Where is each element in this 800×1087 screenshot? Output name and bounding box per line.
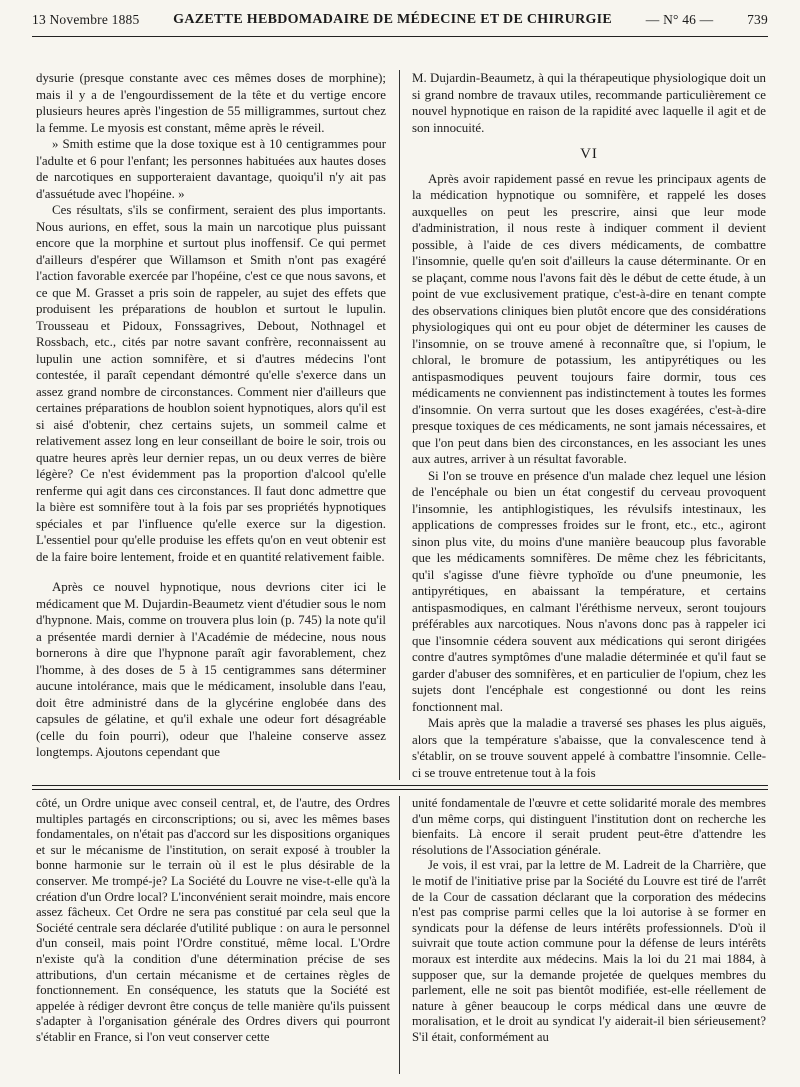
right-paragraph-4: Mais après que la maladie a traversé ses phases les plus aiguës, alors que la température s'abaisse, que la convalescence tend à s'établir, on se trouve souvent appelé à combattre l'insomnie. Celle-ci se trouve entretenue tout à la fois	[412, 716, 766, 780]
feuilleton-rule-1	[32, 785, 768, 786]
journal-title: GAZETTE HEBDOMADAIRE DE MÉDECINE ET DE CHIRURGIE	[173, 12, 613, 27]
bottom-right-paragraph-2: Je vois, il est vrai, par la lettre de M. Ladreit de la Charrière, que le motif de l'initiative prise par la Société du Louvre est tiré de l'arrêt de la Cour de cassation déclarant que la corporation des médecins n'est pas comprise parmi celles que la loi autorise à se former en syndicats pour la défense de leurs intérêts professionnels. D'où il suivrait que toute action commune pour la défense de leurs intérêts moraux est interdite aux médecins. Mais la loi du 21 mai 1884, à supposer que, sur la demande projetée de quelques membres du parlement, elle ne soit pas bientôt modifiée, est-elle réellement de nature à gêner beaucoup le corps médical dans une œuvre de moralisation, et le droit au syndicat l'y aiderait-il bien sérieusement? S'il était, conformément au	[412, 858, 766, 1044]
right-column	[412, 70, 766, 781]
left-paragraph-1: dysurie (presque constante avec ces mêmes doses de morphine); mais il y a de l'engourdissement de la tête et du vertige encore plusieurs heures après l'ingestion de 55 milligrammes, surtout chez la femme. Le myosis est constant, même après le réveil.	[36, 71, 386, 135]
feuilleton-rule-2	[32, 789, 768, 790]
page-number: 739	[747, 12, 768, 27]
left-column	[36, 70, 386, 761]
left-paragraph-3: Ces résultats, s'ils se confirment, seraient des plus importants. Nous aurions, en effet, sous la main un narcotique plus puissant encore que la morphine et surtout plus inoffensif. Ce qui permet d'ailleurs d'espérer que Willamson et Smith n'ont pas exagéré l'action favorable exercée par l'hopéine, c'est ce que nous savons, et ce que M. Grasset a pris soin de rappeler, au sujet des effets que produisent les préparations de houblon et surtout le lupulin. Trousseau et Pidoux, Fonssagrives, Debout, Nothnagel et Rossbach, etc., cités par notre savant confrère, reconnaissent au lupulin une action somnifère, et si d'autres médecins l'ont contestée, il paraît cependant démontré qu'elle s'exerce dans un assez grand nombre de circonstances. Comment nier d'ailleurs que certaines préparations de houblon soient hypnotiques, alors qu'il est si aisé d'obtenir, chez certains sujets, un sommeil calme et relativement assez long en leur conseillant de boire le soir, trois ou quatre heures après leur dernier repas, un ou deux verres de bière légère? Ce n'est évidemment pas la proportion d'alcool qu'elle renferme qui agit dans ces circonstances. Il faut donc admettre que la bière est somnifère tout à la fois par ses propriétés hypnotiques spéciales et par l'influence qu'elle exerce sur la digestion. L'essentiel pour qu'elle produise les effets qu'on en veut obtenir est de la faire boire lentement, froide et en quantité relativement faible.	[36, 203, 386, 564]
left-paragraph-2: » Smith estime que la dose toxique est à 10 centigrammes pour l'adulte et 6 pour l'enfant; les personnes habituées aux hautes doses de narcotiques en supporteraient davantage, quoiqu'il n'y ait pas d'assuétude avec l'hopéine. »	[36, 137, 386, 201]
bottom-left-column	[36, 796, 390, 1046]
section-heading: VI	[580, 146, 598, 162]
right-paragraph-1: M. Dujardin-Beaumetz, à qui la thérapeutique physiologique doit un si grand nombre de travaux utiles, recommande particulièrement ce nouvel hypnotique en raison de la rapidité avec laquelle il agit et de son innocuité.	[412, 71, 766, 135]
header-rule	[32, 36, 768, 37]
header-date: 13 Novembre 1885	[32, 12, 140, 27]
right-paragraph-2: Après avoir rapidement passé en revue les principaux agents de la médication hypnotique ou somnifère, et rappelé les doses auxquelles on peut les prescrire, ainsi que leur mode d'administration, il nous reste à indiquer comment il devient possible, à l'aide de ces divers médicaments, de combattre l'insomnie, quelle qu'en soit d'ailleurs la cause déterminante. Or en se plaçant, comme nous l'avons fait dès le début de cette étude, à un point de vue exclusivement pratique, c'est-à-dire en tenant compte des observations cliniques bien plutôt encore que des considérations physiologiques qui ont eu pour objet de déterminer les causes de l'insomnie, on se trouve amené à reconnaître que, si l'opium, le chloral, le bromure de potassium, les antipyrétiques ou les antispasmodiques peuvent toujours faire dormir, tous ces médicaments ne conviennent pas indistinctement à toutes les formes d'insomnie. On verra surtout que les doses exagérées, c'est-à-dire presque toxiques de ces médicaments, ne sont jamais nécessaires, et que l'on peut dans bien des circonstances, en les associant les unes aux autres, arriver à un résultat favorable.	[412, 171, 766, 466]
column-divider-bottom	[399, 796, 400, 1074]
bottom-left-paragraph: côté, un Ordre unique avec conseil central, et, de l'autre, des Ordres multiples partagés en circonscriptions; ou si, avec les mêmes bases fondamentales, on n'était pas d'accord sur les dispositions organiques et sur le mécanisme de l'institution, on serait exposé à troubler la bonne harmonie sur le terrain où il est le plus désirable de la conserver. Me trompé-je? La Société du Louvre ne vise-t-elle qu'à la création d'un Ordre local? L'inconvénient serait moindre, mais encore assez fâcheux. Cet Ordre ne sera pas constitué par cela seul que la Société centrale sera déclarée d'utilité publique : on aura le personnel d'un conseil, mais point l'Ordre constitué, même local. L'Ordre n'existe qu'à la condition d'une détermination précise de ses attributions, d'un certain mécanisme et de certaines règles de fonctionnement. En conséquence, les statuts que la Société est appelée à rédiger devront être conçus de telle manière qu'ils puissent s'adapter à l'organisation générale des Ordres divers qui pourront s'établir en France, si l'on veut conserver cette	[36, 796, 390, 1044]
left-paragraph-4: Après ce nouvel hypnotique, nous devrions citer ici le médicament que M. Dujardin-Beaumetz vient d'étudier sous le nom d'hypnone. Mais, comme on trouvera plus loin (p. 745) la note qu'il a présentée mardi dernier à l'Académie de médecine, nous nous bornerons à dire que l'hypnone paraît agir favorablement, chez l'homme, à des doses de 5 à 15 centigrammes sans déterminer aucune intolérance, mais que le médicament, insoluble dans l'eau, doit être administré dans de la glycérine englobée dans des capsules de gélatine, et qu'il exhale une odeur fort désagréable (celle du foin pourri), odeur que l'haleine conserve assez longtemps. Ajoutons cependant que	[36, 580, 386, 759]
column-divider-top	[399, 70, 400, 780]
issue-number: — N° 46 —	[645, 12, 714, 27]
bottom-right-paragraph-1: unité fondamentale de l'œuvre et cette solidarité morale des membres d'un même corps, qui distinguent l'institution dont on recherche les bienfaits. Là encore il serait prudent peut-être d'attendre les résolutions de l'Association générale.	[412, 796, 766, 857]
bottom-right-column	[412, 796, 766, 1046]
right-paragraph-3: Si l'on se trouve en présence d'un malade chez lequel une lésion de l'encéphale ou bien un état congestif du cerveau provoquent l'insomnie, les antiphlogistiques, les révulsifs intestinaux, les applications de compresses froides sur le front, etc., etc., agiront sinon plus vite, du moins d'une manière beaucoup plus favorable que les médicaments somnifères. De même chez les fébricitants, qu'il s'agisse d'une fièvre typhoïde ou d'une pneumonie, les antipyrétiques, en abaissant la température, et certains antispasmodiques, en calmant l'éréthisme nerveux, seront toujours préférables aux narcotiques. Nous n'avons donc pas à rappeler ici que l'insomnie cédera souvent aux médications qui seront dirigées contre d'autres symptômes d'une maladie déterminée et qu'il faut se garder d'abuser des somnifères, et en particulier de l'opium, chez les sujets dont l'encéphale est congestionné ou dont les reins fonctionnent mal.	[412, 468, 766, 714]
page-header	[32, 6, 768, 34]
